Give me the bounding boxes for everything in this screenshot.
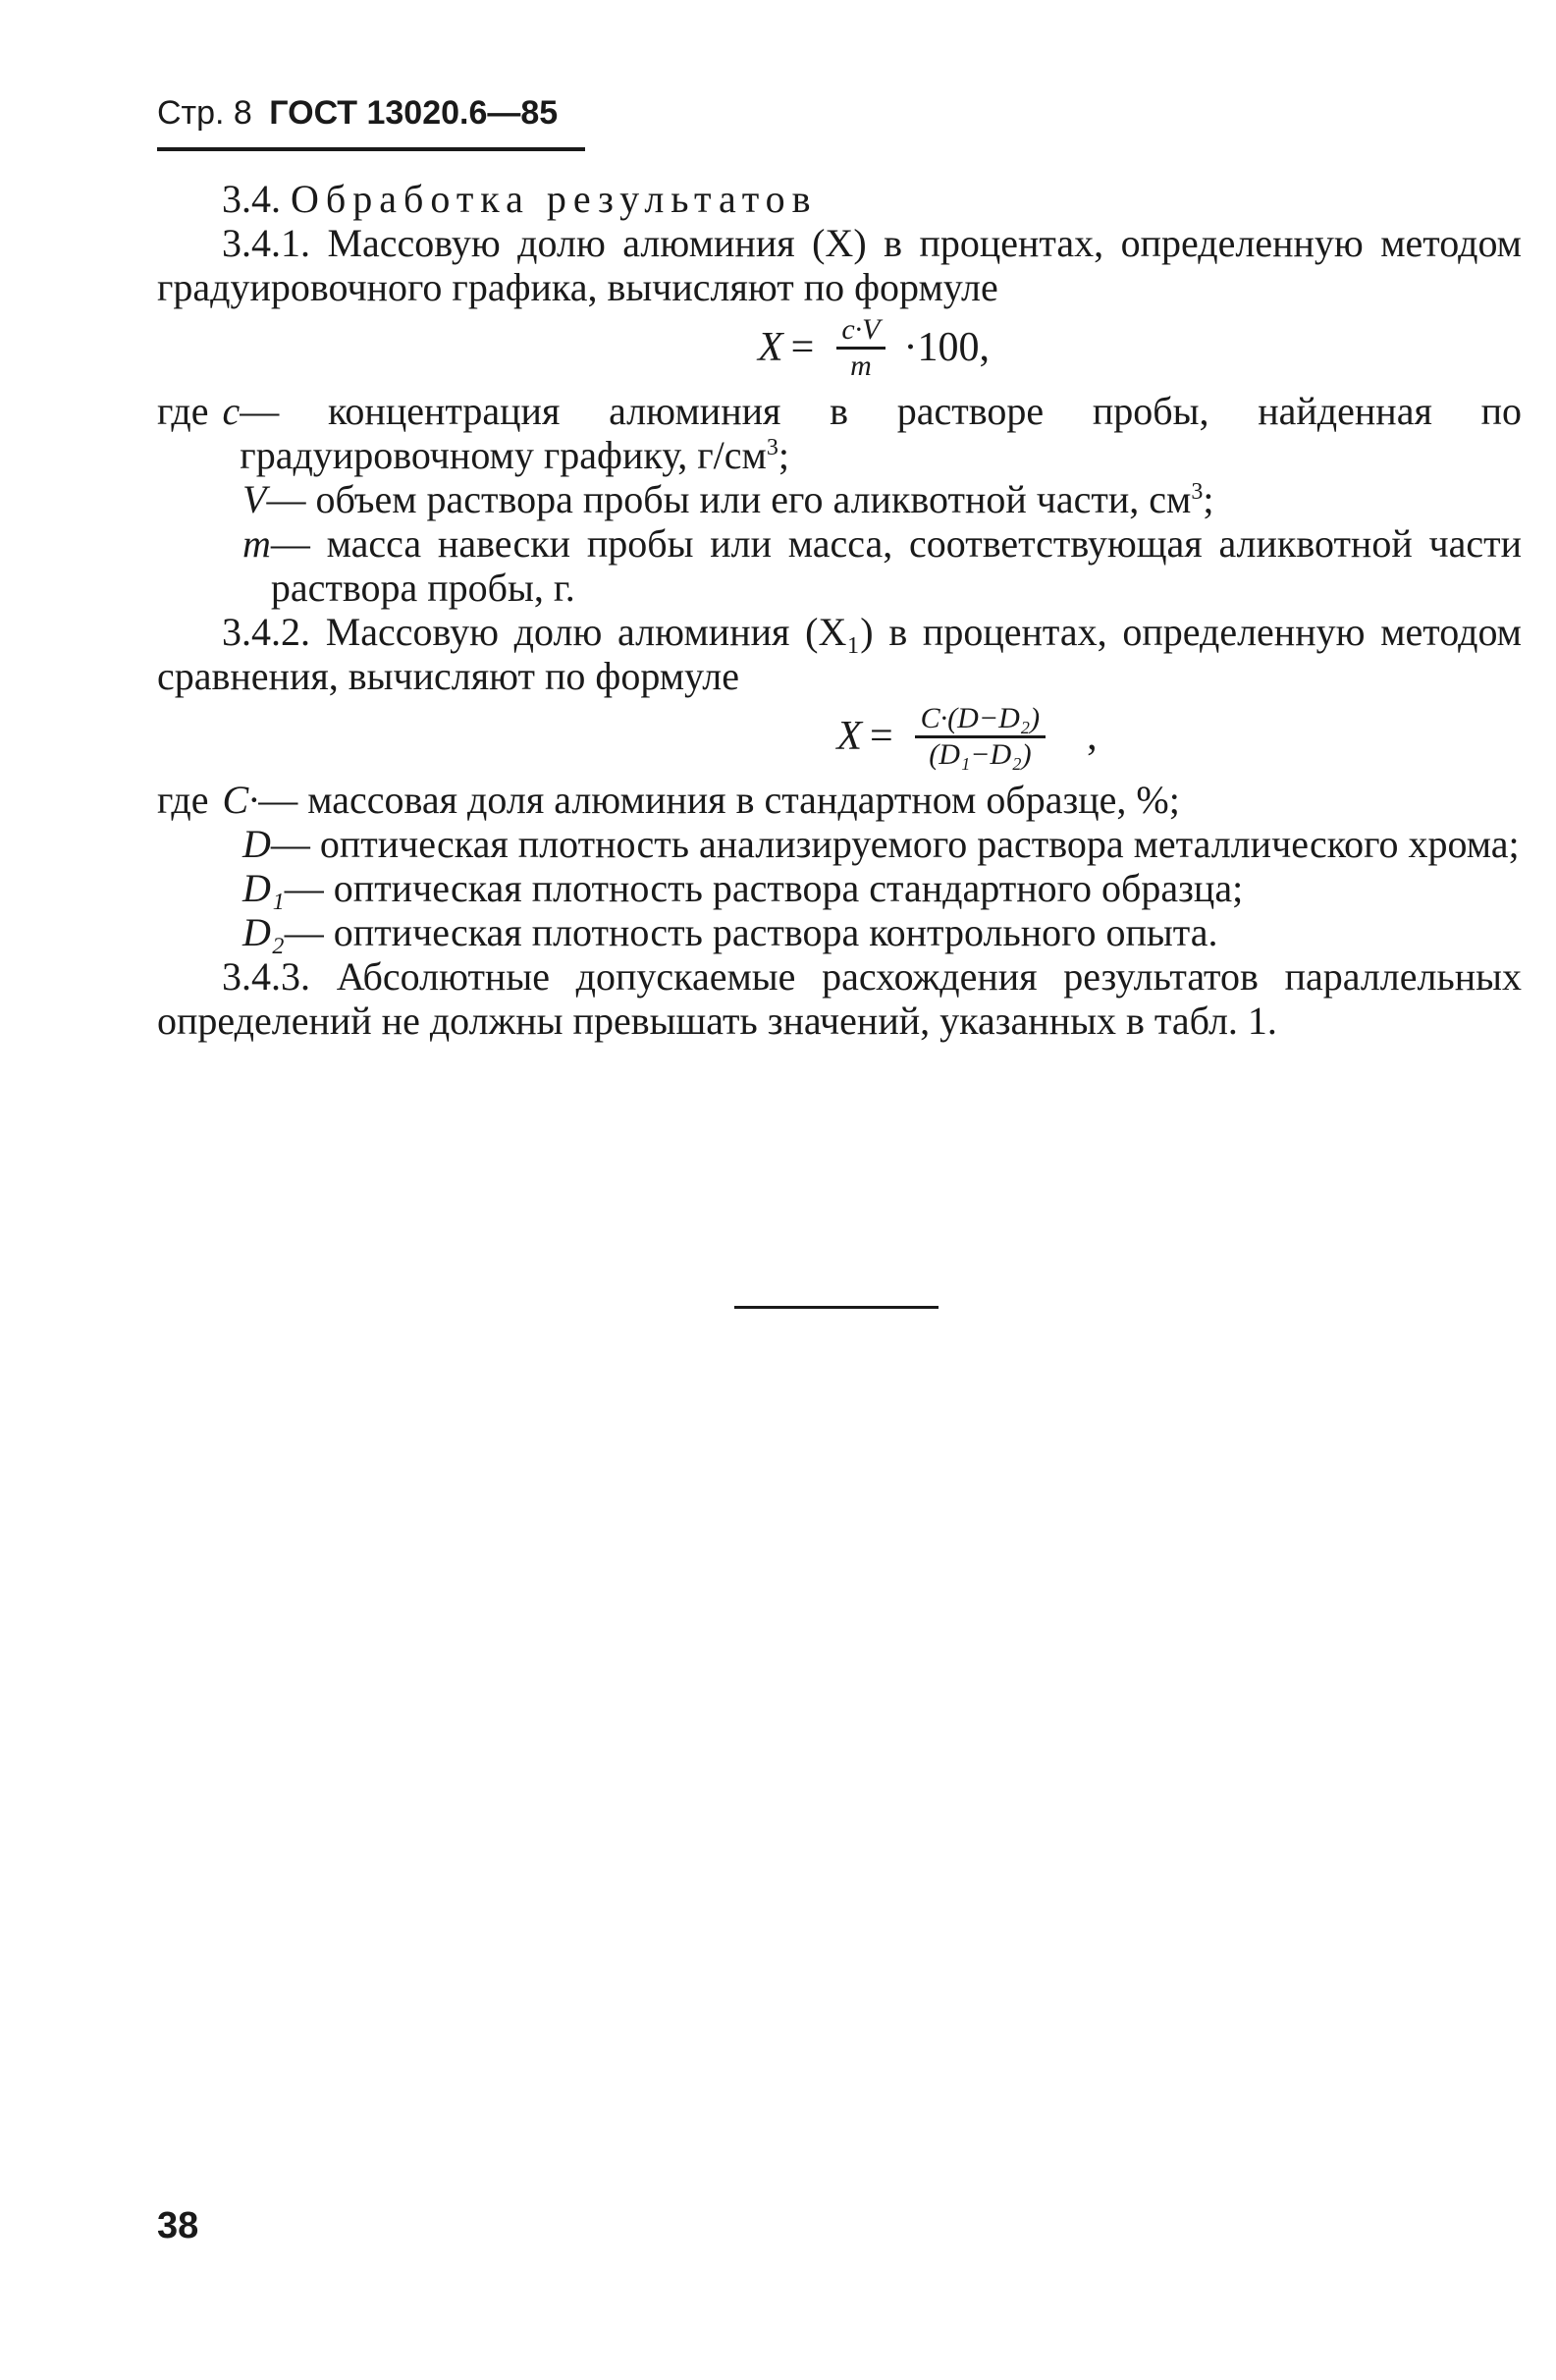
header-standard-code: ГОСТ 13020.6—85: [269, 94, 559, 132]
definition-symbol: D₂: [242, 910, 285, 954]
formula-2-tail: ,: [1087, 714, 1098, 759]
definition-punct: ;: [1203, 477, 1214, 521]
definition-c: [157, 389, 1522, 477]
document-body: [157, 177, 1522, 1043]
definition-C: [157, 778, 1522, 822]
definition-D: [157, 822, 1522, 866]
page-number: 38: [157, 2205, 199, 2246]
definition-m: [157, 521, 1522, 610]
definition-punct: ;: [778, 433, 789, 477]
formula-2-denominator: (D₁−D₂): [915, 735, 1045, 772]
definition-symbol: D: [242, 822, 271, 866]
definition-D2: [157, 910, 1522, 954]
definition-text: — массовая доля алюминия в стандартном образце, %;: [258, 778, 1180, 822]
paragraph-3-4-1: 3.4.1. Массовую долю алюминия (X) в процентах, определенную методом градуировочного графика, вычисляют по формуле: [157, 221, 1522, 309]
definition-text: — масса навески пробы или масса, соответствующая аликвотной части раствора пробы, г.: [270, 521, 1522, 610]
formula-1-fraction: [828, 313, 893, 383]
formula-1: [226, 313, 1522, 383]
paragraph-3-4-3: 3.4.3. Абсолютные допускаемые расхождения результатов параллельных определений не должны превышать значений, указанных в табл. 1.: [157, 954, 1522, 1043]
definition-superscript: 3: [766, 435, 778, 460]
end-rule: [734, 1306, 939, 1309]
formula-2-fraction: [907, 702, 1054, 772]
formula-1-numerator: c·V: [841, 313, 881, 346]
definition-text: — оптическая плотность анализируемого раствора металлического хрома;: [270, 822, 1520, 866]
definition-symbol: c: [222, 389, 241, 433]
formula-2-lhs: X: [836, 714, 862, 759]
formula-1-equals: =: [790, 325, 815, 370]
definition-D1: [157, 866, 1522, 910]
definition-symbol: C·: [222, 778, 259, 822]
definition-symbol: D₁: [242, 866, 285, 910]
where-word: где: [157, 389, 209, 433]
formula-2: [412, 702, 1522, 772]
section-heading-number: 3.4.: [222, 177, 281, 221]
definition-text: — оптическая плотность раствора контрольного опыта.: [284, 910, 1218, 954]
section-heading-title: Обработка результатов: [291, 177, 818, 221]
definition-v: [157, 477, 1522, 521]
page-header: [157, 94, 558, 133]
where-word: где: [157, 778, 209, 822]
definition-text-body: — концентрация алюминия в растворе пробы, найденная по градуировочному графику, г/см: [240, 389, 1522, 477]
definition-text: — оптическая плотность раствора стандартного образца;: [284, 866, 1244, 910]
definition-text: [240, 389, 1522, 477]
definition-superscript: 3: [1191, 479, 1204, 505]
header-rule: [157, 147, 585, 151]
formula-1-denominator: m: [836, 347, 885, 383]
formula-2-numerator: C·(D−D₂): [920, 702, 1041, 734]
header-page-label: Стр. 8: [157, 94, 252, 132]
formula-2-equals: =: [869, 714, 893, 759]
paragraph-3-4-2: 3.4.2. Массовую долю алюминия (X₁) в процентах, определенную методом сравнения, вычисляют по формуле: [157, 610, 1522, 698]
formula-1-tail: ·100,: [903, 325, 990, 370]
definition-text: [266, 477, 1522, 521]
formula-1-lhs: X: [758, 325, 783, 370]
definition-symbol: m: [242, 521, 271, 566]
definition-text-body: — объем раствора пробы или его аликвотной части, см: [266, 477, 1192, 521]
section-heading: [157, 177, 1522, 221]
definition-symbol: V: [242, 477, 267, 521]
